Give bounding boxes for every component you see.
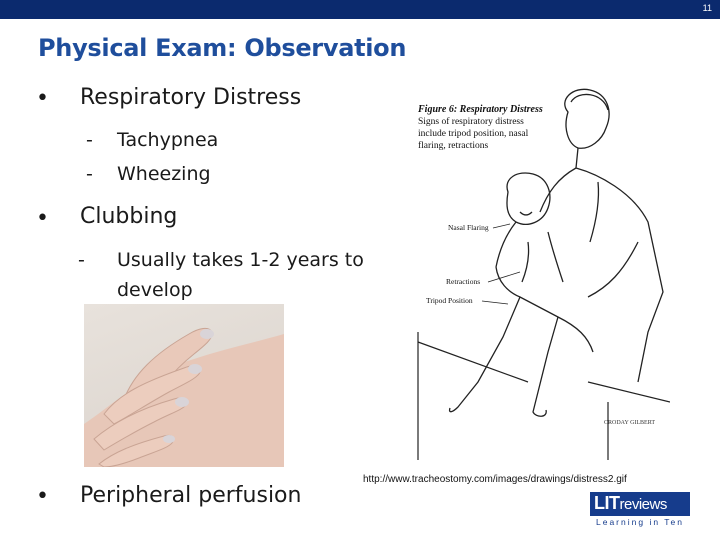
label-tripod-position: Tripod Position (426, 296, 473, 305)
logo-wordmark (594, 493, 667, 514)
clubbed-fingers-photo (84, 304, 284, 467)
dash-marker: - (78, 249, 85, 271)
header-bar (0, 0, 720, 19)
adult-drawing (540, 89, 663, 382)
bullet-respiratory-distress: Respiratory Distress (80, 85, 302, 110)
sub-bullet-wheezing: Wheezing (117, 163, 211, 185)
litreviews-logo (590, 492, 690, 532)
respiratory-distress-figure (408, 82, 670, 460)
bullet-marker: • (36, 86, 49, 111)
bullet-marker: • (36, 206, 49, 231)
slide-title: Physical Exam: Observation (38, 34, 407, 62)
figure-caption-title: Figure 6: Respiratory Distress (418, 104, 543, 115)
bullet-peripheral-perfusion: Peripheral perfusion (80, 483, 302, 508)
logo-tagline: Learning in Ten (596, 517, 684, 527)
image-source-url: http://www.tracheostomy.com/images/drawings/distress2.gif (363, 474, 627, 485)
hand-illustration (84, 304, 284, 467)
bullet-clubbing: Clubbing (80, 204, 178, 229)
sub-bullet-clubbing-line1: Usually takes 1-2 years to (117, 249, 364, 271)
chair-drawing (418, 332, 670, 460)
label-retractions: Retractions (446, 277, 481, 286)
figure-caption-line: include tripod position, nasal (418, 129, 529, 139)
figure-caption-line: Signs of respiratory distress (418, 117, 524, 127)
figure-caption-line: flaring, retractions (418, 141, 489, 151)
logo-box (590, 492, 690, 516)
artist-signature: CRODAY GILBERT (604, 420, 656, 426)
bullet-marker: • (36, 484, 49, 509)
dash-marker: - (86, 163, 93, 185)
logo-part2: reviews (619, 496, 667, 513)
dash-marker: - (86, 129, 93, 151)
logo-part1: LIT (594, 493, 620, 513)
label-nasal-flaring: Nasal Flaring (448, 223, 489, 232)
sub-bullet-tachypnea: Tachypnea (117, 129, 219, 151)
slide-number: 11 (702, 3, 712, 13)
sub-bullet-clubbing-line2: develop (117, 279, 193, 301)
